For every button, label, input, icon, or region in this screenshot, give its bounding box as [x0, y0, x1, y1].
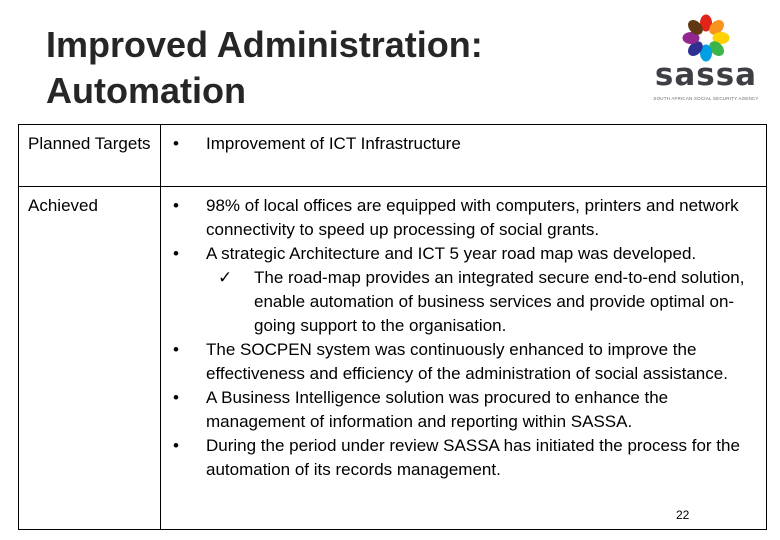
bullet-icon: •	[173, 244, 179, 263]
bullet-icon: •	[173, 388, 179, 407]
title-line-1: Improved Administration:	[46, 24, 483, 65]
slide-title	[46, 22, 606, 114]
bullet-text: Improvement of ICT Infrastructure	[206, 134, 461, 153]
list-item	[173, 434, 758, 482]
bullet-icon: •	[173, 134, 179, 153]
list-item	[173, 132, 758, 156]
logo-centre	[700, 32, 712, 44]
list-item	[173, 386, 758, 434]
achieved-cell	[161, 187, 767, 530]
logo-wordmark: sassa	[654, 57, 758, 93]
logo-tagline: SOUTH AFRICAN SOCIAL SECURITY AGENCY	[653, 96, 759, 101]
sub-list-item	[173, 266, 758, 338]
row-label-planned-targets: Planned Targets	[19, 125, 161, 187]
checkmark-icon: ✓	[218, 268, 233, 287]
list-item	[173, 338, 758, 386]
targets-table	[18, 124, 767, 530]
bullet-text: The SOCPEN system was continuously enhanced to improve the effectiveness and efficiency of the administration of social assistance.	[206, 340, 728, 383]
bullet-icon: •	[173, 436, 179, 455]
list-item	[173, 194, 758, 242]
row-label-achieved: Achieved	[19, 187, 161, 530]
bullet-text: During the period under review SASSA has initiated the process for the automation of its records management.	[206, 436, 740, 479]
sassa-logo	[650, 14, 762, 110]
bullet-icon: •	[173, 340, 179, 359]
sub-bullet-text: The road-map provides an integrated secure end-to-end solution, enable automation of business services and provide optimal on-going support to the organisation.	[254, 268, 745, 335]
list-item	[173, 242, 758, 266]
bullet-icon: •	[173, 196, 179, 215]
bullet-text: A Business Intelligence solution was procured to enhance the management of information and reporting within SASSA.	[206, 388, 669, 431]
planned-targets-cell	[161, 125, 767, 187]
table-row-planned-targets	[19, 125, 767, 187]
bullet-text: 98% of local offices are equipped with computers, printers and network connectivity to speed up processing of social grants.	[206, 196, 739, 239]
title-line-2: Automation	[46, 70, 246, 111]
hands-circle-icon	[650, 14, 762, 62]
table-row-achieved	[19, 187, 767, 530]
page-number: 22	[676, 508, 690, 522]
bullet-text: A strategic Architecture and ICT 5 year road map was developed.	[206, 244, 697, 263]
